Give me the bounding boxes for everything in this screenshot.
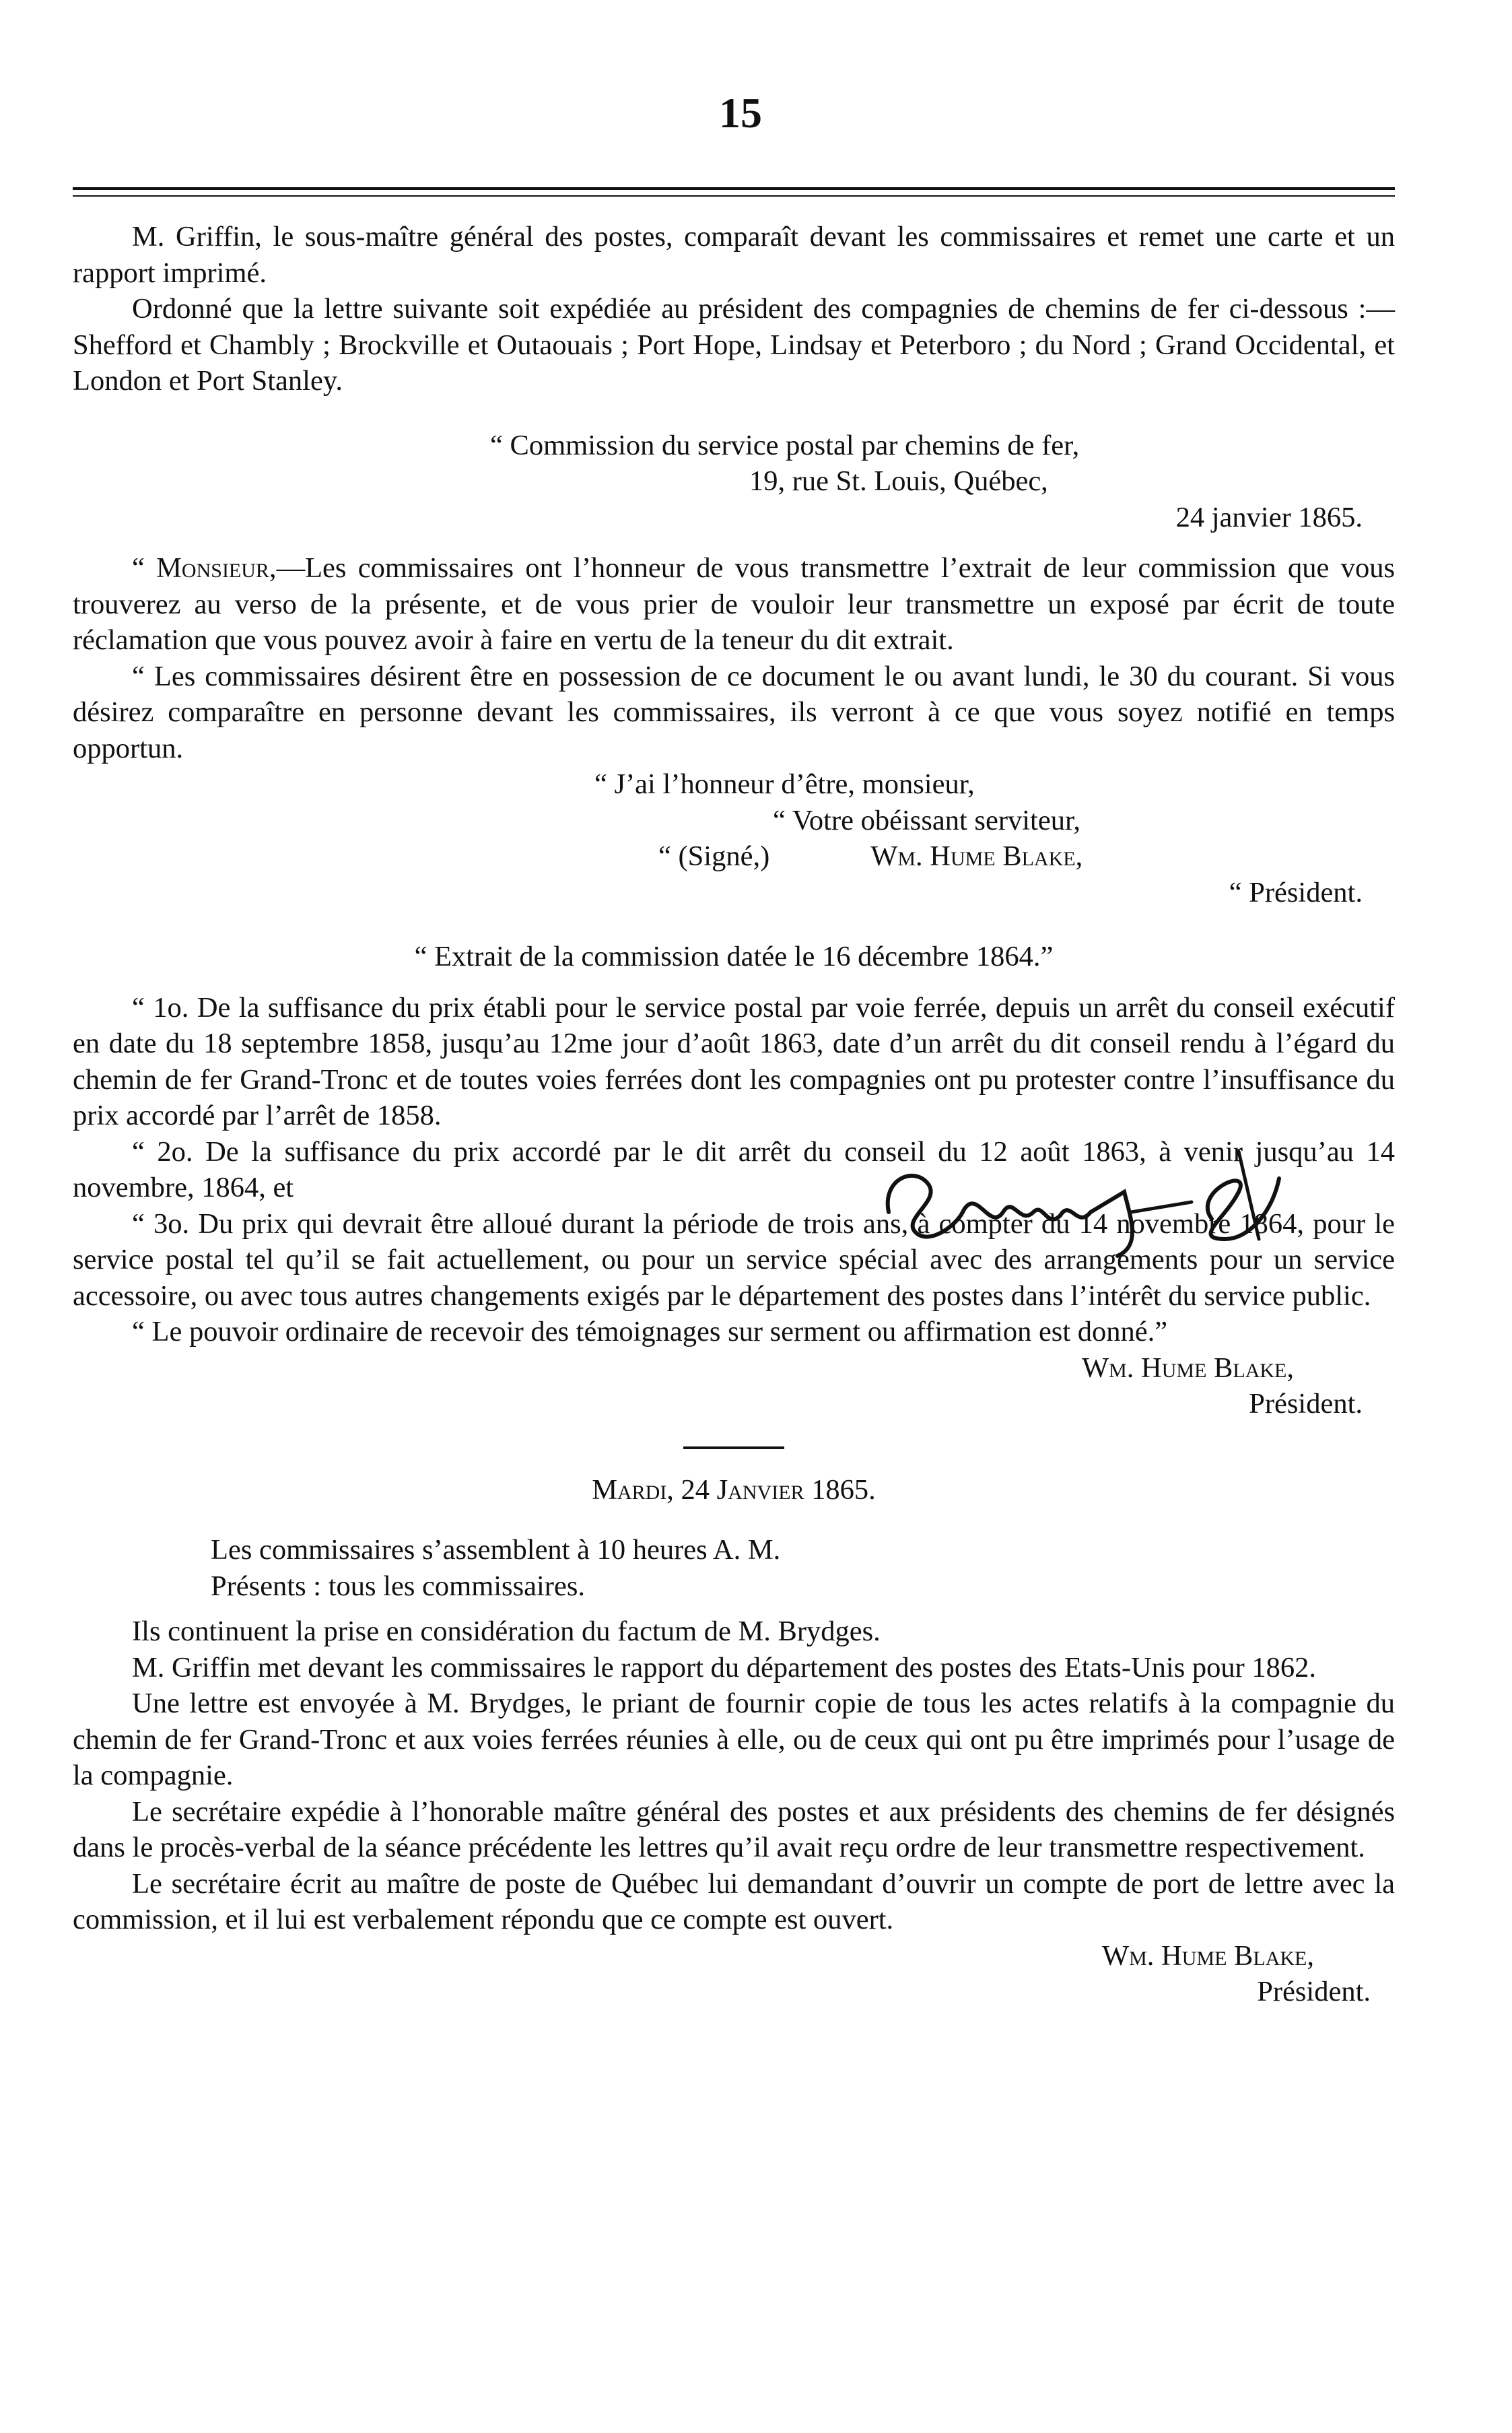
session-paragraph-3: Une lettre est envoyée à M. Brydges, le priant de fournir copie de tous les actes relatifs à la compagnie du chemin de fer Grand-Tronc et aux voies ferrées réunies à elle, ou de ceux qui ont pu être imprimés pour l’usage de la compagnie.	[73, 1688, 1395, 1791]
session-sign-title: Président.	[1257, 1976, 1371, 2007]
extract-item-2: “ 2o. De la suffisance du prix accordé par le dit arrêt du conseil du 12 août 1863, à venir jusqu’au 14 novembre, 1864, et	[73, 1135, 1395, 1203]
session-sign-name: Wm. Hume Blake,	[1102, 1939, 1314, 1972]
paragraph-ordonne: Ordonné que la lettre suivante soit expédiée au président des compagnies de chemins de fer ci-dessous :—Shefford et Chambly ; Brockville et Outaouais ; Port Hope, Lindsay et Peterboro ; du Nord ; Grand Occidental, et London et Port Stanley.	[73, 293, 1395, 397]
letter-closing-1: “ J’ai l’honneur d’être, monsieur,	[594, 768, 975, 800]
letter-closing-2: “ Votre obéissant serviteur,	[773, 804, 1081, 836]
extract-sign-title: Président.	[1249, 1388, 1363, 1420]
session-line-2: Présents : tous les commissaires.	[211, 1570, 585, 1602]
extract-item-3: “ 3o. Du prix qui devrait être alloué durant la période de trois ans, à compter du 14 novembre 1864, pour le service postal tel qu’il se fait actuellement, ou pour un service spécial avec des arrangements pour un service accessoire, ou avec tous autres changements exigés par le département des postes dans l’intérêt du service public.	[73, 1207, 1395, 1312]
header-rule-thin	[73, 195, 1395, 197]
session-paragraph-1: Ils continuent la prise en considération du factum de M. Brydges.	[132, 1615, 881, 1647]
session-paragraph-5: Le secrétaire écrit au maître de poste de Québec lui demandant d’ouvrir un compte de port de lettre avec la commission, et il lui est verbalement répondu que ce compte est ouvert.	[73, 1867, 1395, 1935]
extract-item-1: “ 1o. De la suffisance du prix établi pour le service postal par voie ferrée, depuis un arrêt du conseil exécutif en date du 18 septembre 1858, jusqu’au 12me jour d’août 1863, date d’un arrêt du dit conseil rendu à l’égard du chemin de fer Grand-Tronc et de toutes voies ferrées dont les compagnies ont pu protester contre l’insuffisance du prix accordé par l’arrêt de 1858.	[73, 991, 1395, 1131]
extract-item-4: “ Le pouvoir ordinaire de recevoir des témoignages sur serment ou affirmation est donné.”	[132, 1316, 1168, 1347]
letter-header-line2: 19, rue St. Louis, Québec,	[749, 465, 1048, 497]
letter-signed-prefix: “ (Signé,)	[658, 840, 770, 872]
section-separator	[683, 1446, 784, 1449]
letter-body-1	[73, 550, 1395, 659]
handwritten-signature	[875, 1138, 1293, 1273]
document-body	[73, 219, 1395, 2010]
session-line-1: Les commissaires s’assemblent à 10 heures A. M.	[211, 1534, 781, 1566]
letter-salutation: “ Monsieur,	[132, 552, 277, 584]
header-rule	[73, 187, 1395, 190]
session-paragraph-4: Le secrétaire expédie à l’honorable maître général des postes et aux présidents des chemins de fer désignés dans le procès-verbal de la séance précédente les lettres qu’il avait reçu ordre de leur transmettre respectivement.	[73, 1795, 1395, 1863]
extract-title: “ Extrait de la commission datée le 16 décembre 1864.”	[414, 941, 1054, 972]
letter-body-2: “ Les commissaires désirent être en possession de ce document le ou avant lundi, le 30 du courant. Si vous désirez comparaître en personne devant les commissaires, ils verront à ce que vous soyez notifié en temps opportun.	[73, 660, 1395, 764]
letter-body-1-text: —Les commissaires ont l’honneur de vous transmettre l’extrait de leur commission que vous trouverez au verso de la présente, et de vous prier de vouloir leur transmettre un exposé par écrit de toute réclamation que vous pouvez avoir à faire en vertu de la teneur du dit extrait.	[73, 552, 1395, 656]
session-heading: Mardi, 24 Janvier 1865.	[592, 1473, 876, 1506]
letter-date: 24 janvier 1865.	[1175, 501, 1363, 533]
letter-signed-name: Wm. Hume Blake,	[870, 840, 1083, 872]
extract-sign-name: Wm. Hume Blake,	[1082, 1352, 1294, 1384]
page-number: 15	[719, 89, 762, 137]
session-paragraph-2: M. Griffin met devant les commissaires le rapport du département des postes des Etats-Unis pour 1862.	[132, 1651, 1317, 1684]
paragraph-griffin: M. Griffin, le sous-maître général des postes, comparaît devant les commissaires et remet une carte et un rapport imprimé.	[73, 221, 1395, 289]
letter-signed-title: “ Président.	[1229, 876, 1363, 908]
letter-header-line1: “ Commission du service postal par chemins de fer,	[490, 429, 1080, 461]
letter-signed-line	[73, 838, 1395, 875]
